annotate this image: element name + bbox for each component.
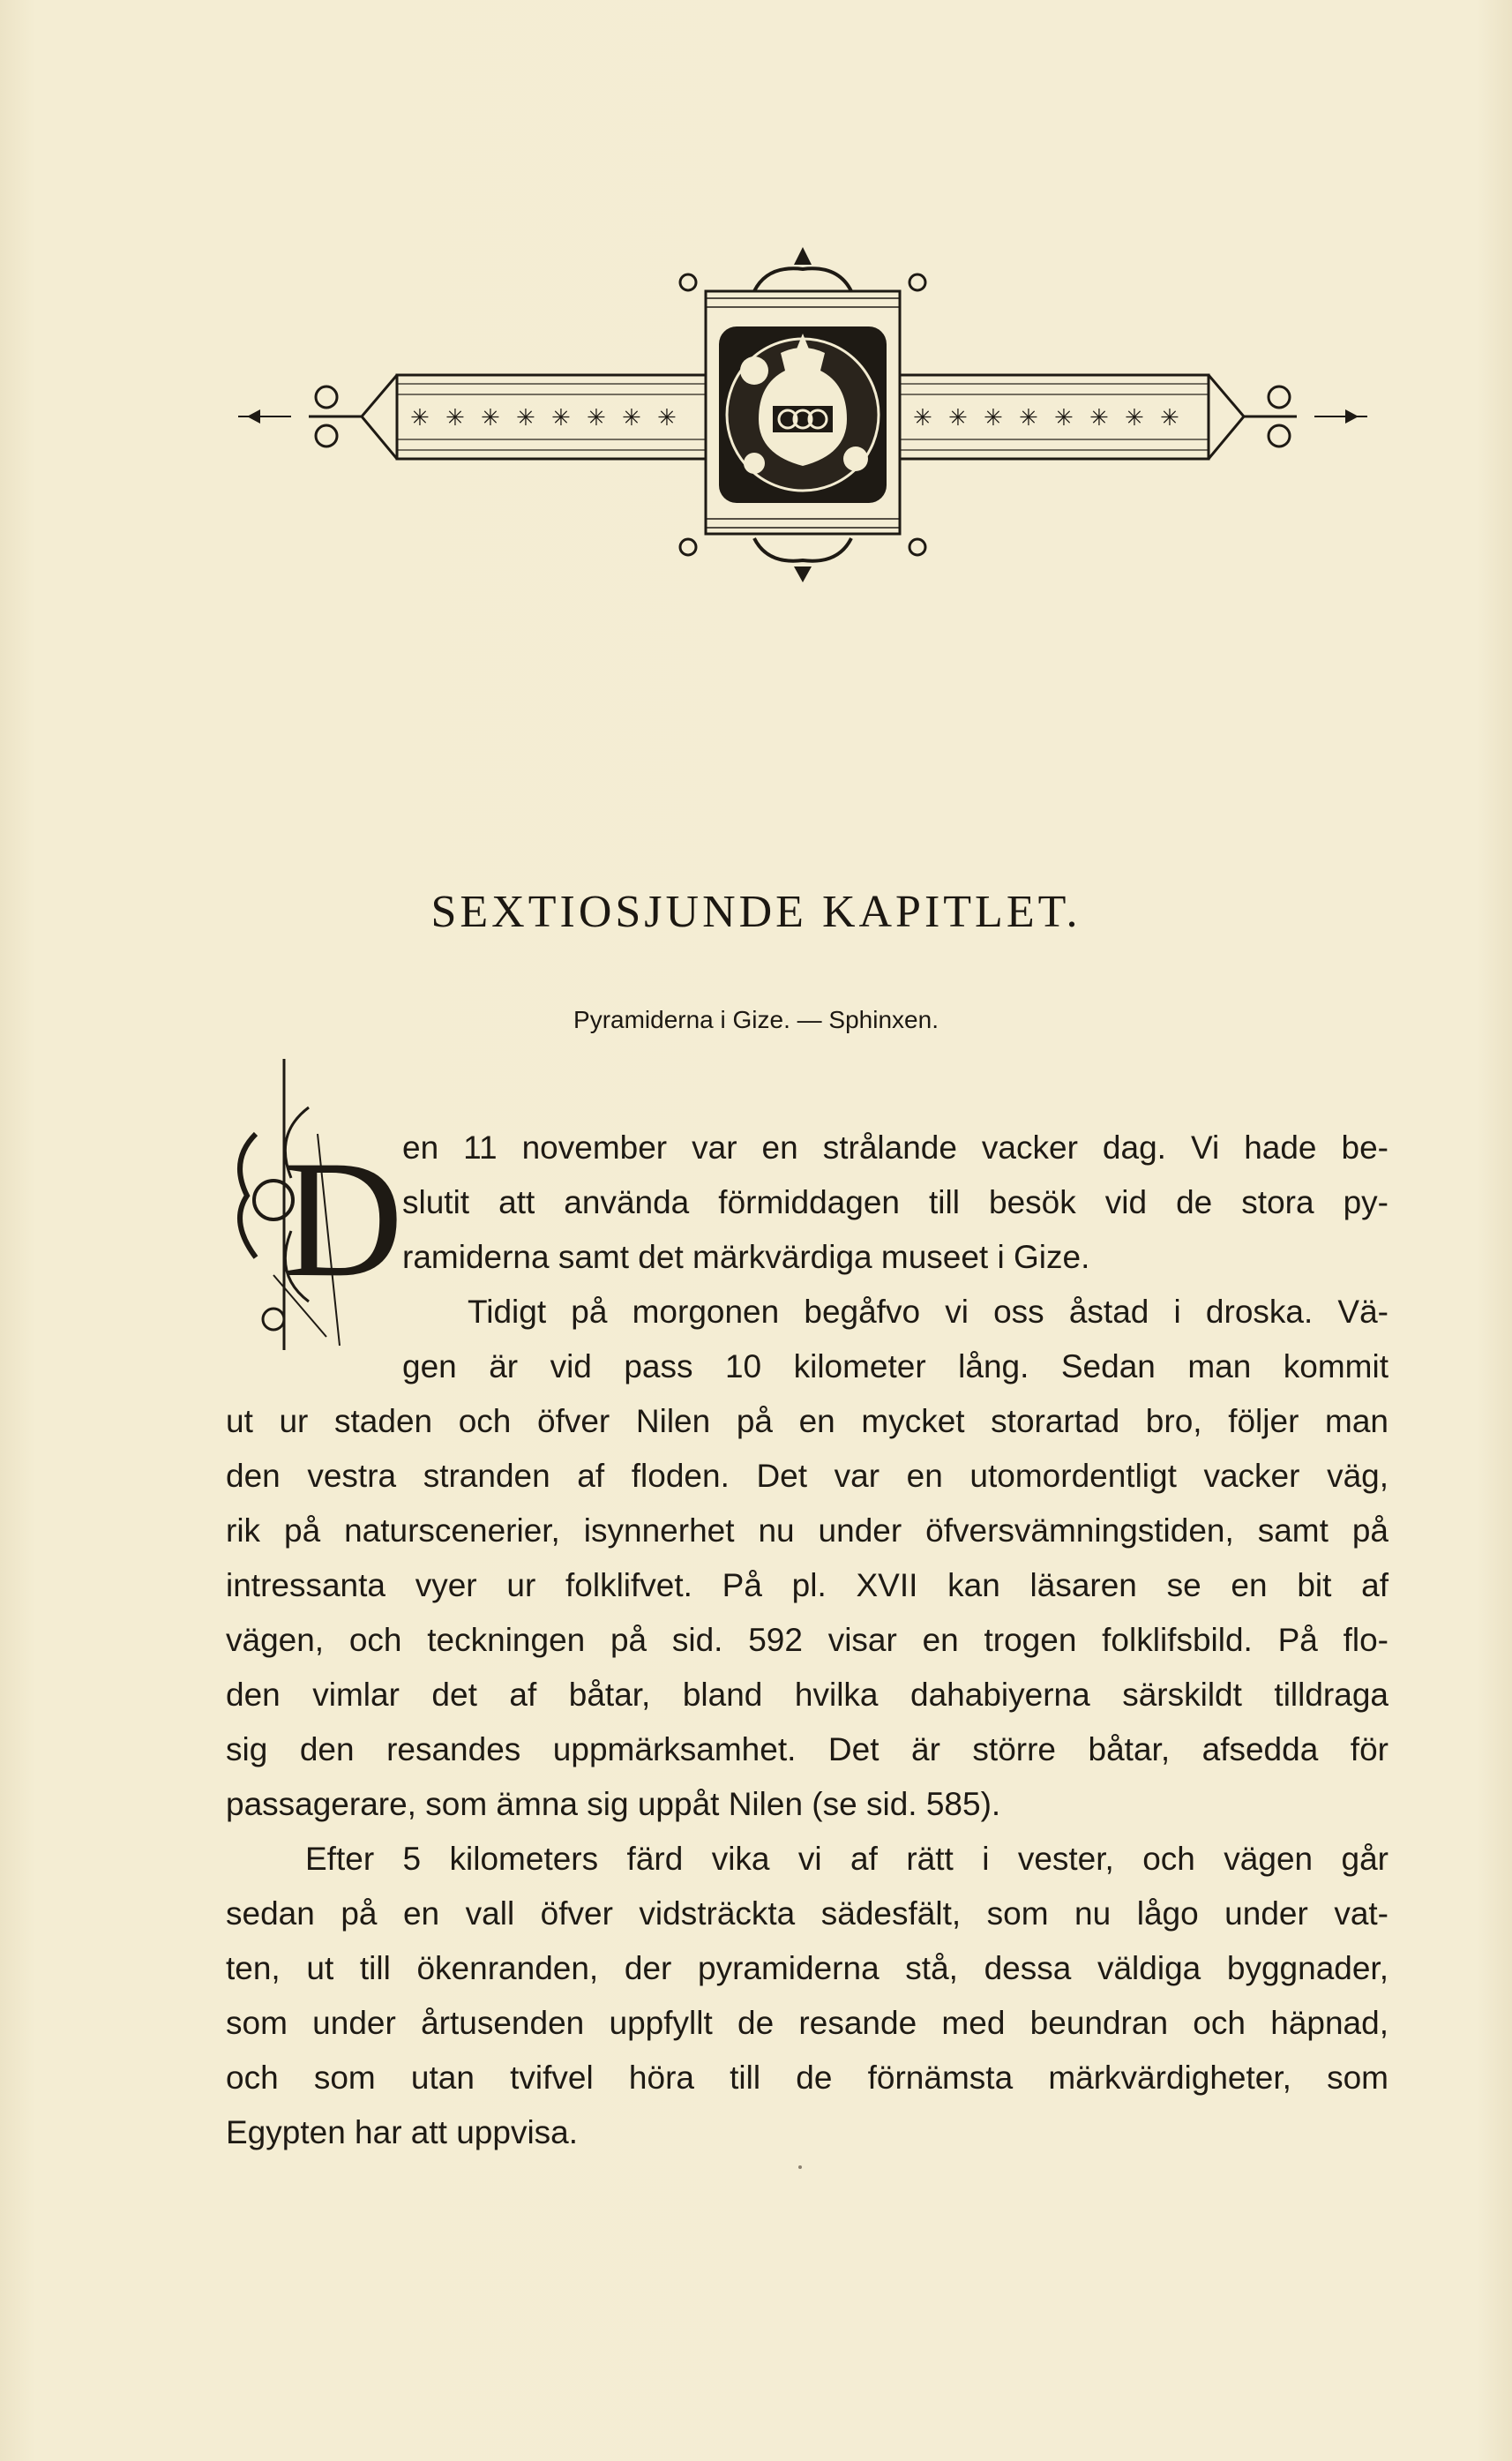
body-text [226, 1121, 1388, 2160]
svg-text:✳: ✳ [516, 405, 535, 431]
text-line: rik på naturscenerier, isynnerhet nu under öfversvämningstiden, samt på [226, 1512, 1388, 1549]
text-line: och som utan tvifvel höra till de förnämsta märkvärdigheter, som [226, 2060, 1388, 2096]
svg-text:✳: ✳ [1089, 405, 1109, 431]
svg-text:✳: ✳ [445, 405, 465, 431]
text-line: vägen, och teckningen på sid. 592 visar en trogen folklifsbild. På flo- [226, 1622, 1388, 1658]
initial-letter: D [282, 1127, 397, 1312]
paper-speck [798, 2165, 802, 2169]
text-line: sig den resandes uppmärksamhet. Det är större båtar, afsedda för [226, 1731, 1388, 1767]
svg-text:✳: ✳ [622, 405, 641, 431]
svg-text:✳: ✳ [551, 405, 571, 431]
svg-text:✳: ✳ [587, 405, 606, 431]
svg-text:✳: ✳ [657, 405, 677, 431]
text-line: Egypten har att uppvisa. [226, 2114, 579, 2150]
text-line: den vimlar det af båtar, bland hvilka dahabiyerna särskildt tilldraga [226, 1677, 1388, 1713]
text-line: intressanta vyer ur folklifvet. På pl. XVII kan läsaren se en bit af [226, 1567, 1388, 1603]
svg-text:✳: ✳ [1125, 405, 1144, 431]
text-line: sedan på en vall öfver vidsträckta sädesfält, som nu lågo under vat- [226, 1895, 1388, 1932]
text-line: ut ur staden och öfver Nilen på en mycket storartad bro, följer man [226, 1403, 1388, 1439]
text-line: som under årtusenden uppfyllt de resande med beundran och häpnad, [226, 2005, 1388, 2041]
ornamental-headpiece-icon [238, 238, 1367, 591]
svg-text:✳: ✳ [481, 405, 500, 431]
svg-text:✳: ✳ [1019, 405, 1038, 431]
text-line: Efter 5 kilometers färd vika vi af rätt i vester, och vägen går [305, 1841, 1388, 1877]
text-line: den vestra stranden af floden. Det var en utomordentligt vacker väg, [226, 1458, 1388, 1494]
text-line: ten, ut till ökenranden, der pyramiderna stå, dessa väldiga byggnader, [226, 1950, 1388, 1986]
svg-text:✳: ✳ [410, 405, 430, 431]
chapter-subtitle: Pyramiderna i Gize. — Sphinxen. [573, 1006, 939, 1033]
svg-text:✳: ✳ [1054, 405, 1074, 431]
text-line: Tidigt på morgonen begåfvo vi oss åstad i droska. Vä- [468, 1294, 1388, 1330]
chapter-title: SEXTIOSJUNDE KAPITLET. [430, 887, 1082, 937]
text-line: passagerare, som ämna sig uppåt Nilen (se sid. 585). [226, 1786, 1001, 1822]
text-line: slutit att använda förmiddagen till besök vid de stora py- [402, 1184, 1388, 1220]
svg-text:✳: ✳ [1160, 405, 1179, 431]
svg-text:✳: ✳ [913, 405, 932, 431]
text-line: ramiderna samt det märkvärdiga museet i Gize. [402, 1239, 1090, 1275]
text-line: gen är vid pass 10 kilometer lång. Sedan man kommit [402, 1348, 1388, 1384]
svg-text:✳: ✳ [948, 405, 968, 431]
text-line: en 11 november var en strålande vacker dag. Vi hade be- [402, 1129, 1388, 1166]
svg-text:✳: ✳ [984, 405, 1003, 431]
